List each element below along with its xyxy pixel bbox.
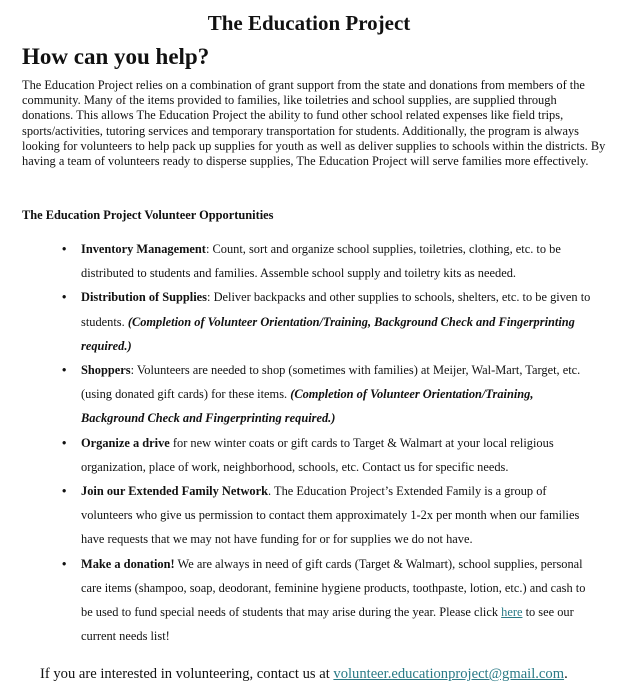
list-item bbox=[62, 431, 592, 479]
intro-paragraph: The Education Project relies on a combination of grant support from the state and donations from members of the community. Many of the items provided to families, like toiletries and school supplies, are supplied through donations. This allows The Education Project the ability to fund other school related expenses like field trips, sports/activities, tutoring services and temporary transportation for students. Additionally, the program is always looking for volunteers to help pack up supplies for youth as well as deliver supplies to schools within the districts. By having a team of volunteers ready to disperse supplies, The Education Project will serve families more effectively. bbox=[22, 78, 606, 169]
item-text: Deliver backpacks and other supplies to schools, shelters, etc. to be given to students. bbox=[81, 290, 591, 329]
bullet-icon: • bbox=[62, 290, 67, 305]
item-label: Join our Extended Family Network bbox=[81, 484, 269, 499]
opportunities-list bbox=[62, 237, 592, 648]
bullet-icon: • bbox=[62, 556, 67, 571]
item-text: The Education Project’s Extended Family is a group of volunteers who give us permission to contact them approximately 1-2x per month when our families have requests that we may not have funding for or for supplies we do not have. bbox=[81, 484, 580, 547]
item-requirement-note: (Completion of Volunteer Orientation/Training, Background Check and Fingerprinting required.) bbox=[81, 314, 575, 353]
item-separator: : bbox=[205, 242, 210, 256]
contact-line bbox=[40, 664, 610, 684]
item-text: Volunteers are needed to shop (sometimes with families) at Meijer, Wal-Mart, Target, etc. (using donated gift cards) for these items. bbox=[81, 363, 581, 402]
list-item bbox=[62, 479, 592, 552]
list-item bbox=[62, 552, 592, 649]
item-label: Distribution of Supplies bbox=[81, 290, 208, 305]
item-label: Inventory Management bbox=[81, 242, 206, 256]
item-separator: : bbox=[207, 290, 211, 305]
contact-email-link[interactable]: volunteer.educationproject@gmail.com bbox=[333, 666, 565, 682]
item-separator: : bbox=[130, 363, 135, 378]
item-requirement-note: (Completion of Volunteer Orientation/Training, Background Check and Fingerprinting required.) bbox=[81, 387, 534, 426]
page-title: The Education Project bbox=[207, 11, 411, 35]
bullet-icon: • bbox=[62, 242, 67, 256]
list-item bbox=[62, 285, 592, 358]
item-separator: . bbox=[268, 484, 272, 499]
contact-prefix: If you are interested in volunteering, contact us at bbox=[40, 666, 334, 682]
item-label: Shoppers bbox=[81, 363, 131, 378]
bullet-icon: • bbox=[62, 435, 67, 450]
item-text: Count, sort and organize school supplies, toiletries, clothing, etc. to be distributed to students and families. Assemble school supply and toiletry kits as needed. bbox=[81, 242, 561, 281]
section-heading: How can you help? bbox=[22, 44, 210, 69]
bullet-icon: • bbox=[62, 363, 67, 378]
needs-list-link[interactable]: here bbox=[501, 605, 523, 620]
contact-suffix: . bbox=[564, 666, 568, 682]
bullet-icon: • bbox=[62, 484, 67, 499]
item-text: for new winter coats or gift cards to Target & Walmart at your local religious organization, place of work, neighborhood, schools, etc. Contact us for specific needs. bbox=[81, 435, 554, 474]
list-item bbox=[62, 358, 592, 431]
item-label: Organize a drive bbox=[81, 435, 170, 450]
list-item bbox=[62, 237, 592, 285]
item-text: We are always in need of gift cards (Target & Walmart), school supplies, personal care items (shampoo, soap, deodorant, feminine hygiene products, toothpaste, lotion, etc.) and cash to be used to fund special needs of students that may arise during the year. Please click bbox=[81, 556, 586, 620]
opportunities-heading: The Education Project Volunteer Opportunities bbox=[22, 208, 274, 222]
item-label: Make a donation! bbox=[81, 556, 175, 571]
item-text-after-link: to see our current needs list! bbox=[81, 605, 574, 644]
